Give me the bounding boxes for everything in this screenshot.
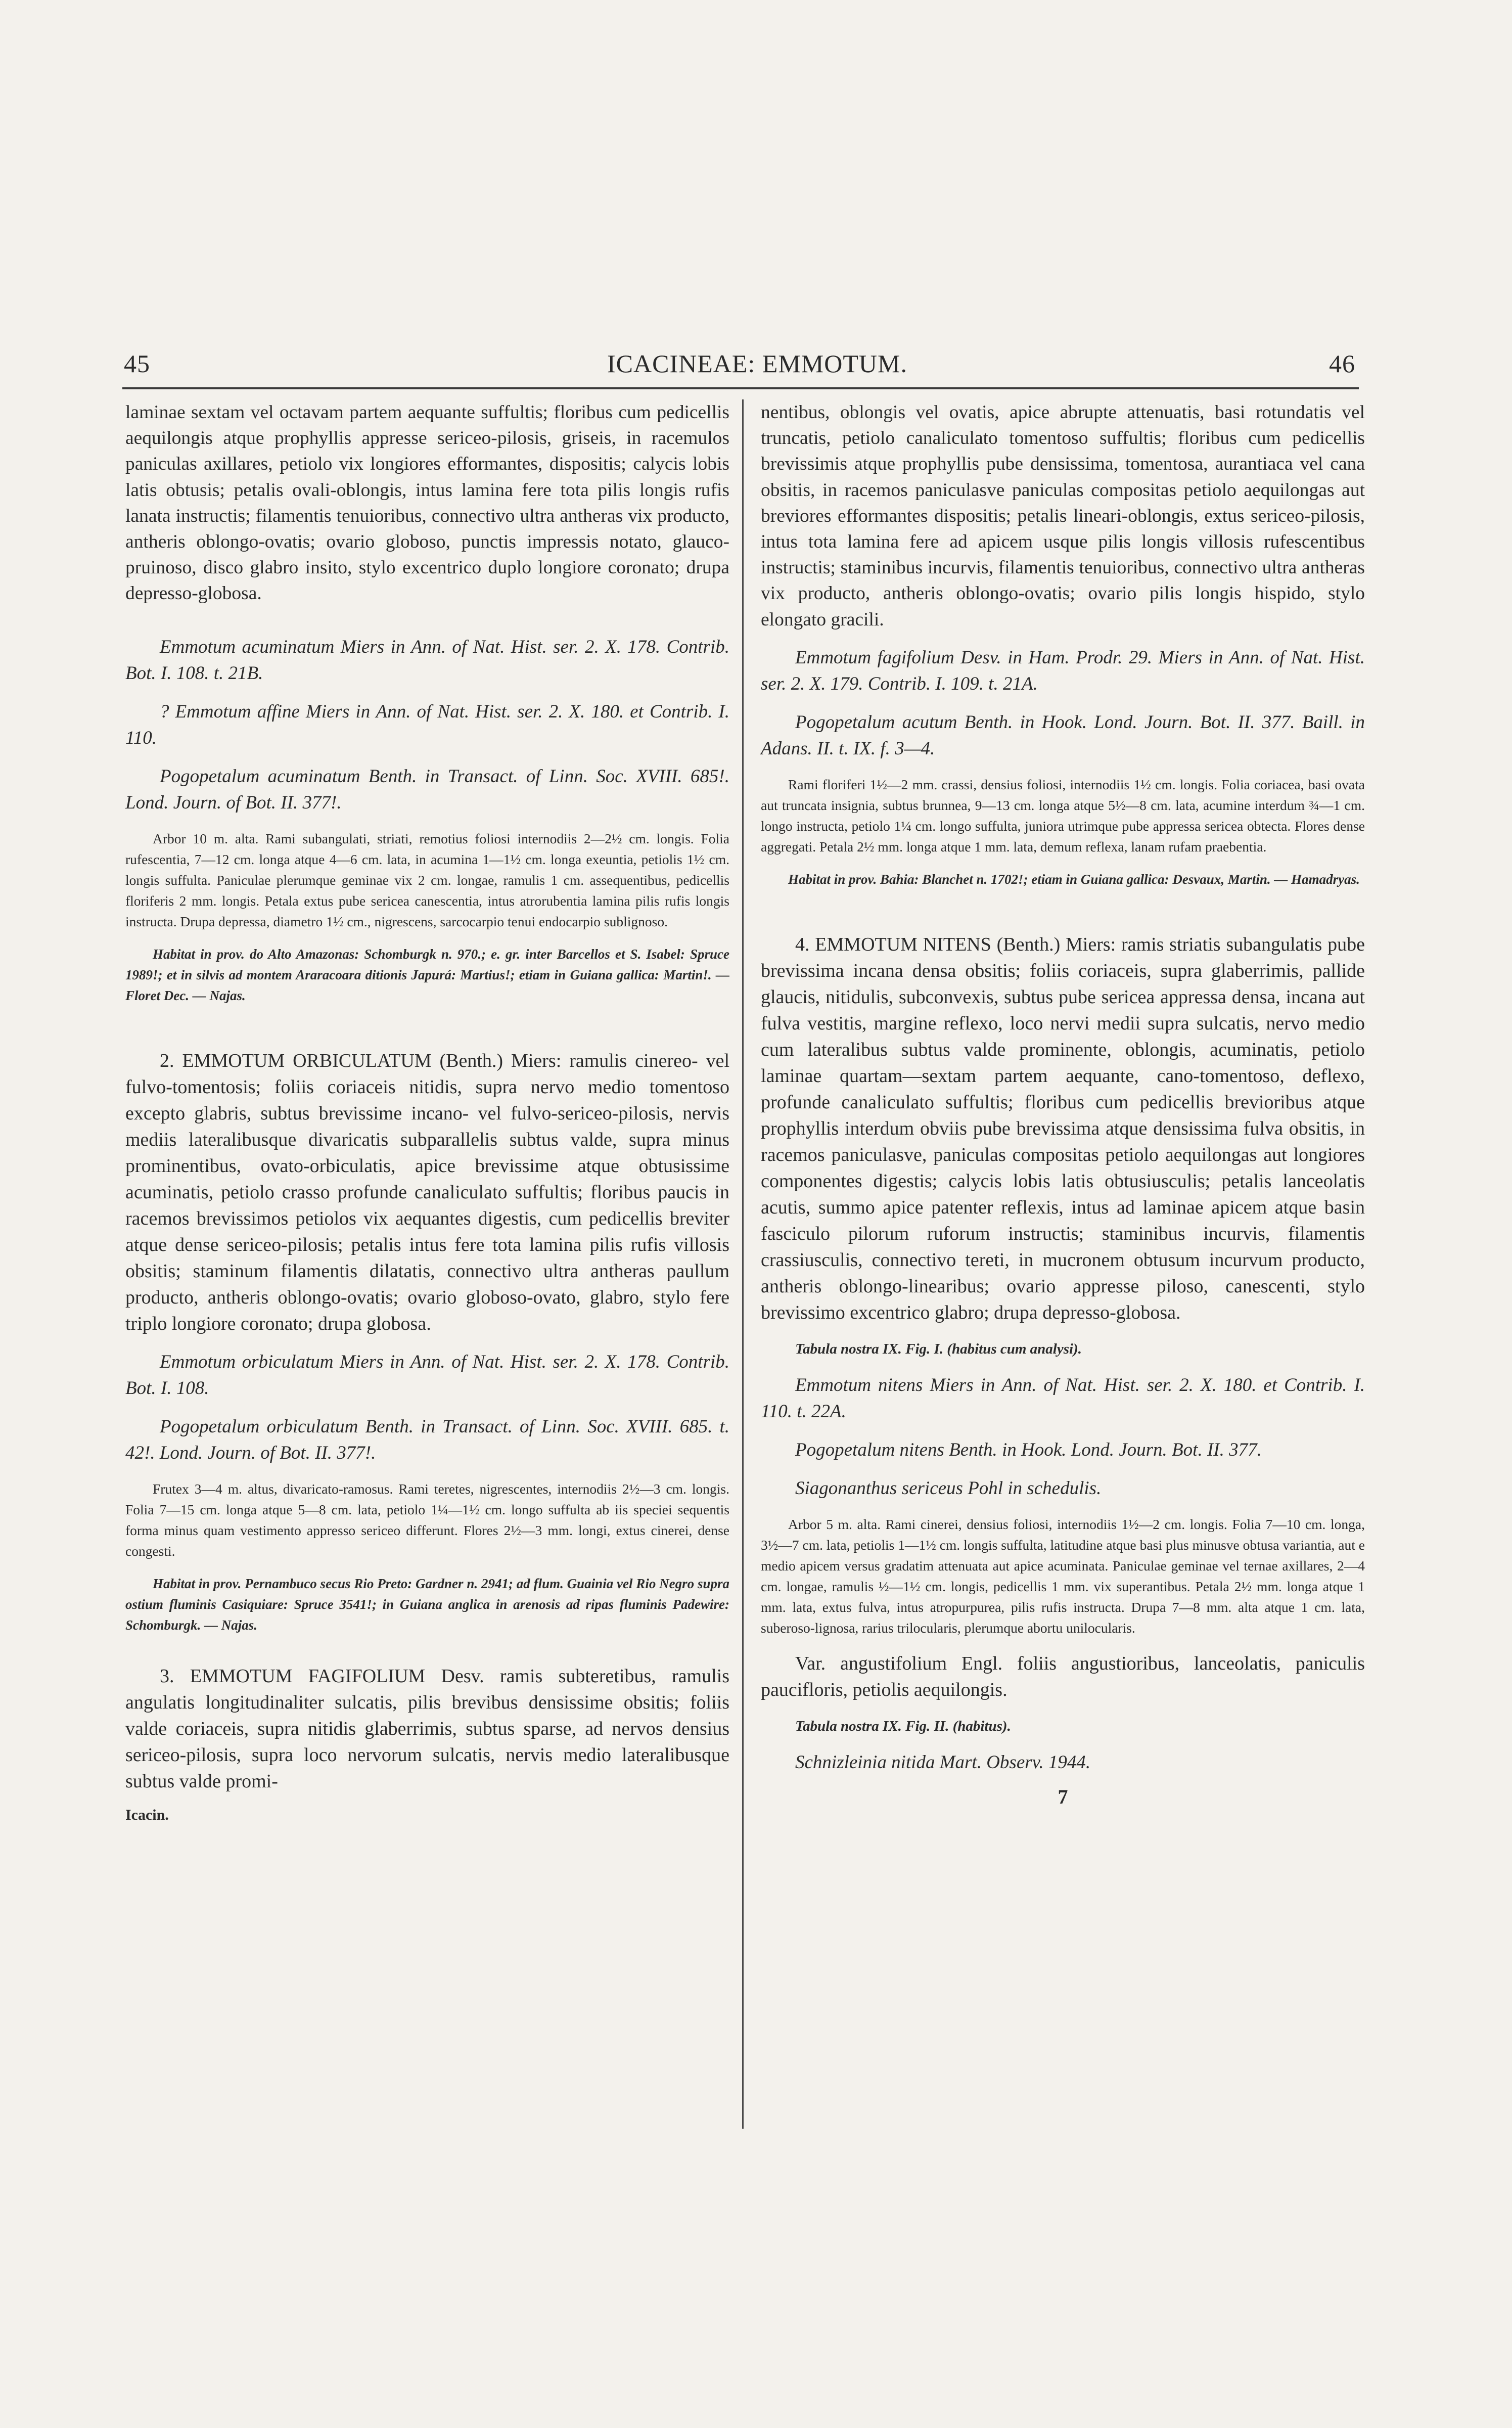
description-paragraph: Rami floriferi 1½—2 mm. crassi, densius foliosi, internodiis 1½ cm. longis. Folia coriacea, basi ovata aut truncata insignia, subtus brunnea, 9—13 cm. longa atque 5½—8 cm. lata, acumine interdum ¾—1 cm. longo instructa, petiolo 1¼ cm. longo suffulta, juniora utrimque pube appressa sericea obtecta. Flores dense aggregati. Petala 2½ mm. longa atque 1 mm. lata, demum reflexa, lanam rufam praebentia. — [761, 776, 1365, 855]
synonym-line: Pogopetalum acutum Benth. in Hook. Lond. Journ. Bot. II. 377. Baill. in Adans. II. t. IX. f. 3—4. — [761, 711, 1365, 759]
sheet-number: 7 — [1058, 1785, 1068, 1808]
description-paragraph: Arbor 10 m. alta. Rami subangulati, striati, remotius foliosi internodiis 2—2½ cm. longis. Folia rufescentia, 7—12 cm. longa atque 4—6 cm. lata, in acumina 1—1½ cm. longa exeuntia, petiolis 1½ cm. longis suffulta. Paniculae plerumque geminae vix 2 cm. longae, ramulis 1 cm. assequentibus, pedicellis floriferis 2 mm. longis. Petala extus pube sericea canescentia, intus atrorubentia lamina pilis rufis longis instructa. Drupa depressa, diametro 1½ cm., nigrescens, sarcocarpio tenui endocarpio sublignoso. — [125, 830, 729, 929]
left-column — [125, 399, 729, 1824]
synonym-line: Emmotum orbiculatum Miers in Ann. of Nat. Hist. ser. 2. X. 178. Contrib. Bot. I. 108. — [125, 1351, 729, 1399]
column-divider — [742, 399, 744, 2129]
species-3-paragraph: 3. EMMOTUM FAGIFOLIUM Desv. ramis subteretibus, ramulis angulatis longitudinaliter sulcatis, pilis brevibus densissime obsitis; foliis valde coriaceis, supra nitidis glaberrimis, subtus sparse, ad nervos densius sericeo-pilosis, supra loco nervorum sulcatis, nervis medio lateralibusque subtus valde promi- — [125, 1665, 729, 1792]
synonym-line: Pogopetalum nitens Benth. in Hook. Lond. Journ. Bot. II. 377. — [795, 1439, 1262, 1460]
synonym-line: Siagonanthus sericeus Pohl in schedulis. — [795, 1477, 1102, 1499]
right-page-number: 46 — [1329, 349, 1355, 378]
habitat-paragraph: Habitat in prov. Bahia: Blanchet n. 1702!; etiam in Guiana gallica: Desvaux, Martin. — Hamadryas. — [788, 871, 1360, 887]
habitat-paragraph: Habitat in prov. do Alto Amazonas: Schomburgk n. 970.; e. gr. inter Barcellos et S. Isabel: Spruce 1989!; et in silvis ad montem Araracoara ditionis Japurá: Martius!; etiam in Guiana gallica: Martin!. — Floret Dec. — Najas. — [125, 946, 729, 1003]
synonym-line: Emmotum fagifolium Desv. in Ham. Prodr. 29. Miers in Ann. of Nat. Hist. ser. 2. X. 179. Contrib. I. 109. t. 21A. — [761, 647, 1365, 694]
variety-paragraph: Var. angustifolium Engl. foliis angustioribus, lanceolatis, paniculis paucifloris, petiolis aequilongis. — [761, 1652, 1365, 1700]
signature-mark: Icacin. — [125, 1806, 169, 1823]
right-continued-paragraph: nentibus, oblongis vel ovatis, apice abrupte attenuatis, basi rotundatis vel truncatis, petiolo canaliculato tomentoso suffultis; floribus cum pedicellis brevissimis atque prophyllis pube densissima, tomentosa, aurantiaca vel cana obsitis, in racemos paniculasve paniculas compositas petiolo aequilongas aut breviores efformantes dispositis; petalis lineari-oblongis, extus sericeo-pilosis, intus tota lamina fere ad apicem usque pilis longis villosis rufescentibus instructis; staminibus incurvis, filamentis tenuioribus, connectivo ultra antheras vix producto, antheris oblongo-ovatis; ovario pilis longis hispido, stylo elongato gracili. — [761, 402, 1365, 630]
description-paragraph: Frutex 3—4 m. altus, divaricato-ramosus. Rami teretes, nigrescentes, internodiis 2½—3 cm. longis. Folia 7—15 cm. longa atque 5—8 cm. lata, petiolo 1¼—1½ cm. longo suffulta ab iis speciei sequentis forma minus quam vestimento appresso sericeo differunt. Flores 2½—3 mm. longi, extus cinerei, dense congesti. — [125, 1480, 729, 1559]
species-2-paragraph: 2. EMMOTUM ORBICULATUM (Benth.) Miers: ramulis cinereo- vel fulvo-tomentosis; foliis coriaceis nitidis, supra nervo medio tomentoso excepto glabris, subtus brevissime incano- vel fulvo-sericeo-pilosis, nervis mediis lateralibusque divaricatis subparallelis subtus valde, supra minus prominentibus, ovato-orbiculatis, apice brevissime atque obtusissime acuminatis, petiolo crasso profunde canaliculato suffultis; floribus paucis in racemos brevissimos petiolos vix aequantes digestis, cum pedicellis breviter atque dense sericeo-pilosis; petalis intus fere tota lamina pilis rufis villosis obsitis; staminum filamentis dilatatis, connectivo ultra antheras paullum producto, antheris oblongo-ovatis; ovario globoso-ovato, glabro, stylo fere triplo longiore coronato; drupa globosa. — [125, 1050, 729, 1334]
left-page-number: 45 — [124, 349, 150, 378]
running-title: ICACINEAE: EMMOTUM. — [607, 349, 907, 378]
synonym-line: Pogopetalum acuminatum Benth. in Transact. of Linn. Soc. XVIII. 685!. Lond. Journ. of Bot. II. 377!. — [125, 766, 729, 813]
right-column — [761, 399, 1365, 1809]
synonym-line: Emmotum acuminatum Miers in Ann. of Nat. Hist. ser. 2. X. 178. Contrib. Bot. I. 108. t. 21B. — [125, 636, 729, 684]
description-paragraph: Arbor 5 m. alta. Rami cinerei, densius foliosi, internodiis 1½—2 cm. longis. Folia 7—10 cm. longa, 3½—7 cm. lata, petiolis 1—1½ cm. longis suffulta, latitudine atque basi plus minusve obtusa variantia, aut e medio apicem versus gradatim attenuata aut apice acuminata. Paniculae geminae vel ternae axillares, 2—4 cm. longae, ramulis ½—1½ cm. longis, pedicellis 1 mm. vix superantibus. Petala 2½ mm. longa atque 1 mm. lata, extus fulva, intus atropurpurea, pilis rufis instructa. Drupa 7—8 mm. alta atque 1 cm. lata, suberoso-lignosa, rarius trilocularis, plerumque abortu unilocularis. — [761, 1516, 1365, 1636]
synonym-line: Schnizleinia nitida Mart. Observ. 1944. — [795, 1751, 1091, 1773]
species-4-paragraph: 4. EMMOTUM NITENS (Benth.) Miers: ramis striatis subangulatis pube brevissima incana densa obsitis; foliis coriaceis, supra glaberrimis, pallide glaucis, nitidulis, subconvexis, subtus pube sericea appressa densa, incana aut fulva vestitis, margine reflexo, loco nervi medii supra sulcatis, nervo medio cum lateralibus subtus valde prominente, oblongis, acuminatis, petiolo laminae quartam—sextam partem aequante, cano-tomentoso, deflexo, profunde canaliculato suffultis; floribus cum pedicellis brevioribus atque prophyllis interdum obviis pube brevissima atque densissima fulva obsitis, in racemos paniculasve, paniculas compositas petiolo aequilongas aut longiores componentes digestis; calycis lobis latis obtusiusculis; petalis lanceolatis acutis, summo apice patenter reflexis, intus ad laminae apicem atque basin fasciculo pilorum ruforum instructis; staminibus incurvis, filamentis crassiusculis, connectivo tereti, in mucronem obtusum incurvum producto, antheris oblongo-linearibus; ovario appresse piloso, canescenti, stylo brevissimo excentrico glabro; drupa depresso-globosa. — [761, 933, 1365, 1323]
plate-reference: Tabula nostra IX. Fig. II. (habitus). — [795, 1718, 1011, 1734]
synonym-line: Emmotum nitens Miers in Ann. of Nat. Hist. ser. 2. X. 180. et Contrib. I. 110. t. 22A. — [761, 1374, 1365, 1422]
header-rule — [122, 387, 1359, 389]
synonym-line: ? Emmotum affine Miers in Ann. of Nat. Hist. ser. 2. X. 180. et Contrib. I. 110. — [125, 701, 729, 748]
habitat-paragraph: Habitat in prov. Pernambuco secus Rio Preto: Gardner n. 2941; ad flum. Guainia vel Rio Negro supra ostium fluminis Casiquiare: Spruce 3541!; in Guiana anglica in arenosis ad ripas fluminis Padewire: Schomburgk. — Najas. — [125, 1576, 729, 1633]
left-continued-paragraph: laminae sextam vel octavam partem aequante suffultis; floribus cum pedicellis aequilongis atque prophyllis appresse sericeo-pilosis, griseis, in racemulos paniculas axillares, petiolo vix longiores efformantes, dispositis; calycis lobis latis obtusis; petalis ovali-oblongis, intus lamina fere tota pilis longis rufis lanata instructis; filamentis tenuioribus, connectivo ultra antheras vix producto, antheris oblongo-ovatis; ovario globoso, punctis impressis notato, glauco-pruinoso, disco glabro insito, stylo excentrico duplo longiore coronato; drupa depresso-globosa. — [125, 402, 729, 604]
synonym-line: Pogopetalum orbiculatum Benth. in Transact. of Linn. Soc. XVIII. 685. t. 42!. Lond. Journ. of Bot. II. 377!. — [125, 1416, 729, 1463]
plate-reference: Tabula nostra IX. Fig. I. (habitus cum analysi). — [795, 1340, 1082, 1357]
